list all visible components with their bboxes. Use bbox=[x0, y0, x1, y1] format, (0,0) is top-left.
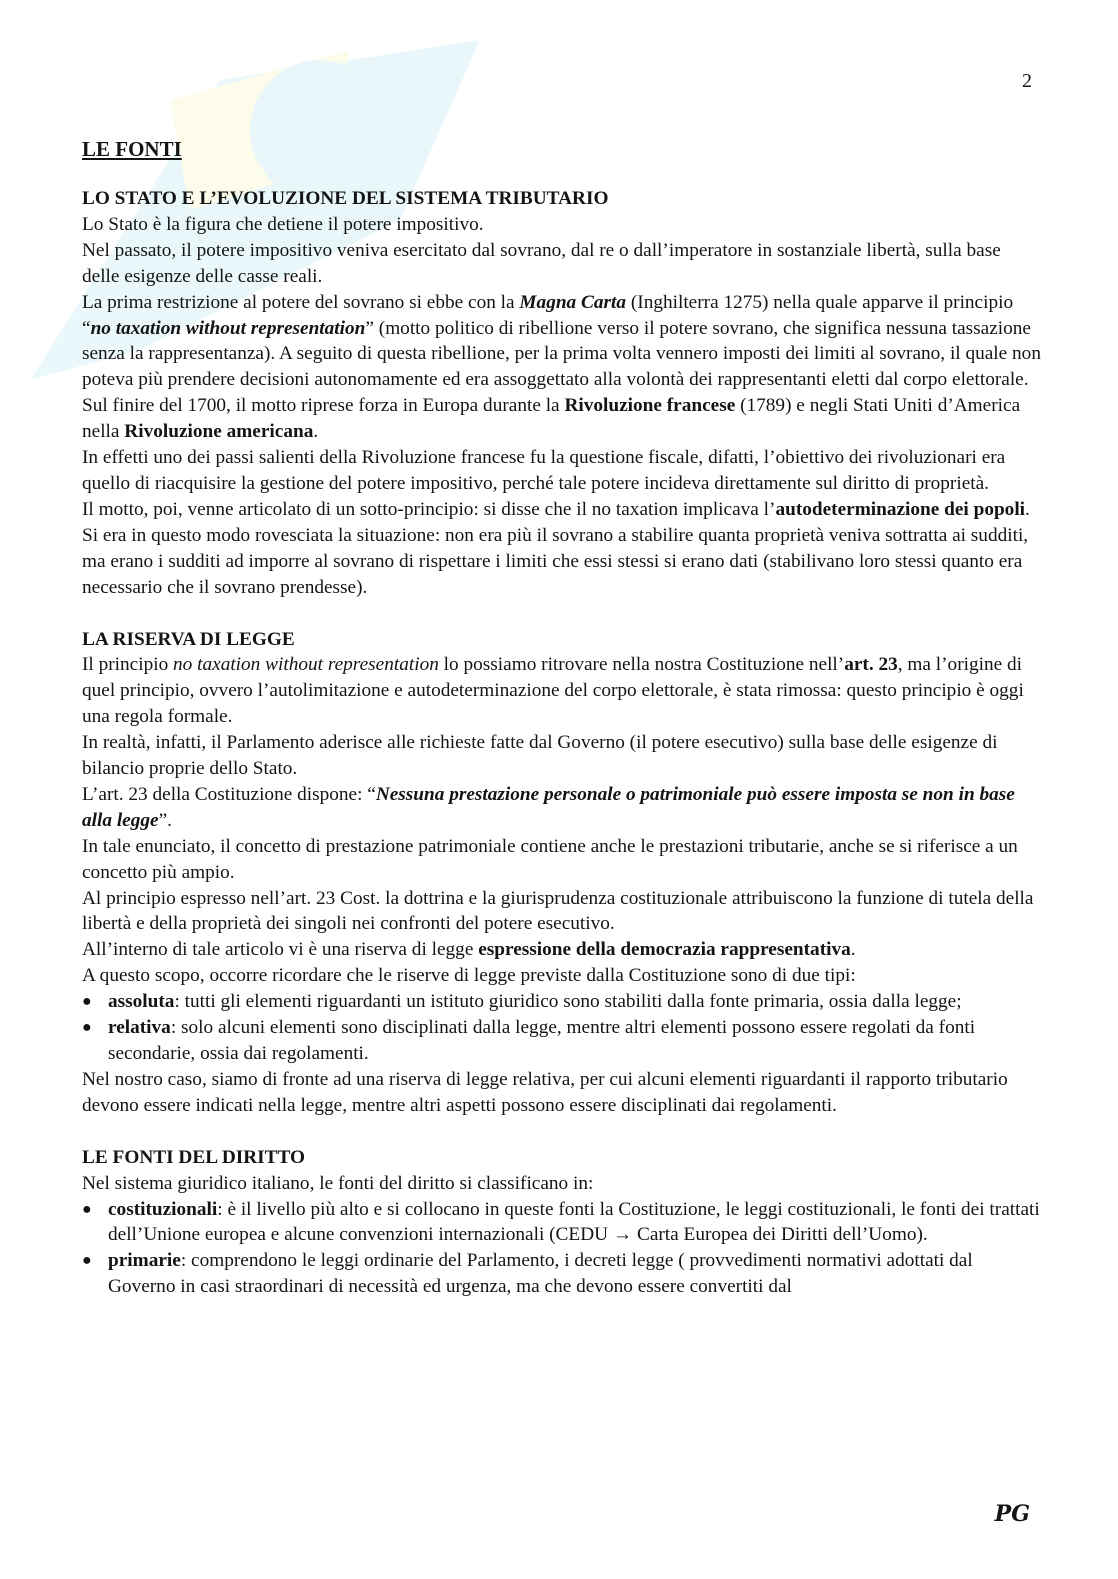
section-stato bbox=[82, 186, 1042, 601]
section-heading: LO STATO E L’EVOLUZIONE DEL SISTEMA TRIBUTARIO bbox=[82, 188, 609, 209]
motto-term: no taxation without representation bbox=[90, 317, 366, 339]
list-item: ● costituzionali: è il livello più alto e si collocano in queste fonti la Costituzione, le leggi costituzionali, le fonti dei trattati dell’Unione europea e alcune convenzioni internazionali (CEDU → Carta Europea dei Diritti dell’Uomo). bbox=[82, 1198, 1040, 1246]
section-heading: LE FONTI DEL DIRITTO bbox=[82, 1146, 306, 1168]
list-item: ● relativa: solo alcuni elementi sono disciplinati dalla legge, mentre altri elementi possono essere regolati da fonti secondarie, ossia dai regolamenti. bbox=[82, 1017, 976, 1064]
list-item: ● primarie: comprendono le leggi ordinarie del Parlamento, i decreti legge ( provvedimenti normativi adottati dal Governo in casi straordinari di necessità ed urgenza, ma che devono essere convertiti dal bbox=[82, 1250, 973, 1298]
art-23-quote: Nessuna prestazione personale o patrimoniale può essere imposta se non in base alla legge bbox=[82, 783, 1015, 831]
page-number: 2 bbox=[1022, 70, 1032, 92]
bullet-icon: ● bbox=[82, 1252, 92, 1270]
riserva-types-list bbox=[82, 989, 1042, 1067]
section-heading: LA RISERVA DI LEGGE bbox=[82, 628, 295, 650]
list-item: ● assoluta: tutti gli elementi riguardanti un istituto giuridico sono stabiliti dalla fonte primaria, ossia dalla legge; bbox=[82, 989, 1042, 1015]
rivoluzione-americana-term: Rivoluzione americana bbox=[124, 421, 314, 443]
autodeterminazione-term: autodeterminazione dei popoli bbox=[775, 498, 1026, 520]
paragraph: Nel nostro caso, siamo di fronte ad una riserva di legge relativa, per cui alcuni elementi riguardanti il rapporto tributario devono essere indicati nella legge, mentre altri aspetti possono essere disciplinati dai regolamenti. bbox=[82, 1068, 1008, 1116]
rivoluzione-francese-term: Rivoluzione francese bbox=[564, 395, 736, 417]
paragraph: L’art. 23 della Costituzione dispone: “Nessuna prestazione personale o patrimoniale può essere imposta se non in base alla legge”. bbox=[82, 783, 1015, 831]
paragraph: In realtà, infatti, il Parlamento aderisce alle richieste fatte dal Governo (il potere esecutivo) sulla base delle esigenze di bilancio proprie dello Stato. bbox=[82, 732, 998, 780]
paragraph: Nel passato, il potere impositivo veniva esercitato dal sovrano, dal re o dall’imperatore in sostanziale libertà, sulla base delle esigenze delle casse reali. bbox=[82, 239, 1001, 287]
paragraph: Al principio espresso nell’art. 23 Cost. la dottrina e la giurisprudenza costituzionale attribuiscono la funzione di tutela della libertà e della proprietà dei singoli nei confronti del potere esecutivo. bbox=[82, 887, 1034, 935]
paragraph: Il principio no taxation without representation lo possiamo ritrovare nella nostra Costituzione nell’art. 23, ma l’origine di quel principio, ovvero l’autolimitazione e autodeterminazione del corpo elettorale, è stata rimossa: questo principio è oggi una regola formale. bbox=[82, 654, 1024, 728]
section-riserva-di-legge bbox=[82, 627, 1042, 1119]
paragraph: In effetti uno dei passi salienti della Rivoluzione francese fu la questione fiscale, difatti, l’obiettivo dei rivoluzionari era quello di riacquisire la gestione del potere impositivo, perché tale potere incideva direttamente sul diritto di proprietà. bbox=[82, 447, 1006, 494]
paragraph: All’interno di tale articolo vi è una riserva di legge espressione della democrazia rappresentativa. bbox=[82, 939, 856, 961]
paragraph: A questo scopo, occorre ricordare che le riserve di legge previste dalla Costituzione sono di due tipi: bbox=[82, 965, 856, 987]
bullet-icon: ● bbox=[82, 993, 92, 1011]
document-body bbox=[82, 136, 1042, 1326]
author-initials: PG bbox=[994, 1501, 1030, 1527]
paragraph: Lo Stato è la figura che detiene il potere impositivo. bbox=[82, 213, 484, 235]
section-fonti-del-diritto bbox=[82, 1145, 1042, 1300]
page-title: LE FONTI bbox=[82, 137, 182, 161]
paragraph: In tale enunciato, il concetto di prestazione patrimoniale contiene anche le prestazioni tributarie, anche se si riferisce a un concetto più ampio. bbox=[82, 835, 1018, 883]
paragraph: Sul finire del 1700, il motto riprese forza in Europa durante la Rivoluzione francese (1789) e negli Stati Uniti d’America nella Rivoluzione americana. bbox=[82, 395, 1021, 443]
paragraph: Il motto, poi, venne articolato di un sotto-principio: si disse che il no taxation implicava l’autodeterminazione dei popoli. Si era in questo modo rovesciata la situazione: non era più il sovrano a stabilire quanta proprietà veniva sottratta ai sudditi, ma erano i sudditi ad imporre al sovrano di rispettare i limiti che essi stessi si erano dati (stabilivano loro stessi quanto era necessario che il sovrano prendesse). bbox=[82, 498, 1030, 598]
fonti-list bbox=[82, 1197, 1042, 1301]
magna-carta-term: Magna Carta bbox=[519, 291, 627, 313]
paragraph: La prima restrizione al potere del sovrano si ebbe con la Magna Carta (Inghilterra 1275) nella quale apparve il principio “no taxation without representation” (motto politico di ribellione verso il potere sovrano, che significa nessuna tassazione senza la rappresentanza). A seguito di questa ribellione, per la prima volta vennero imposti dei limiti al sovrano, il quale non poteva più prendere decisioni autonomamente ed era assoggettato alla volontà dei rappresentanti eletti dal corpo elettorale. bbox=[82, 291, 1041, 391]
bullet-icon: ● bbox=[82, 1200, 92, 1218]
bullet-icon: ● bbox=[82, 1019, 92, 1037]
paragraph: Nel sistema giuridico italiano, le fonti del diritto si classificano in: bbox=[82, 1172, 594, 1194]
art-23-term: art. 23 bbox=[844, 654, 898, 676]
democrazia-term: espressione della democrazia rappresentativa bbox=[478, 939, 851, 961]
